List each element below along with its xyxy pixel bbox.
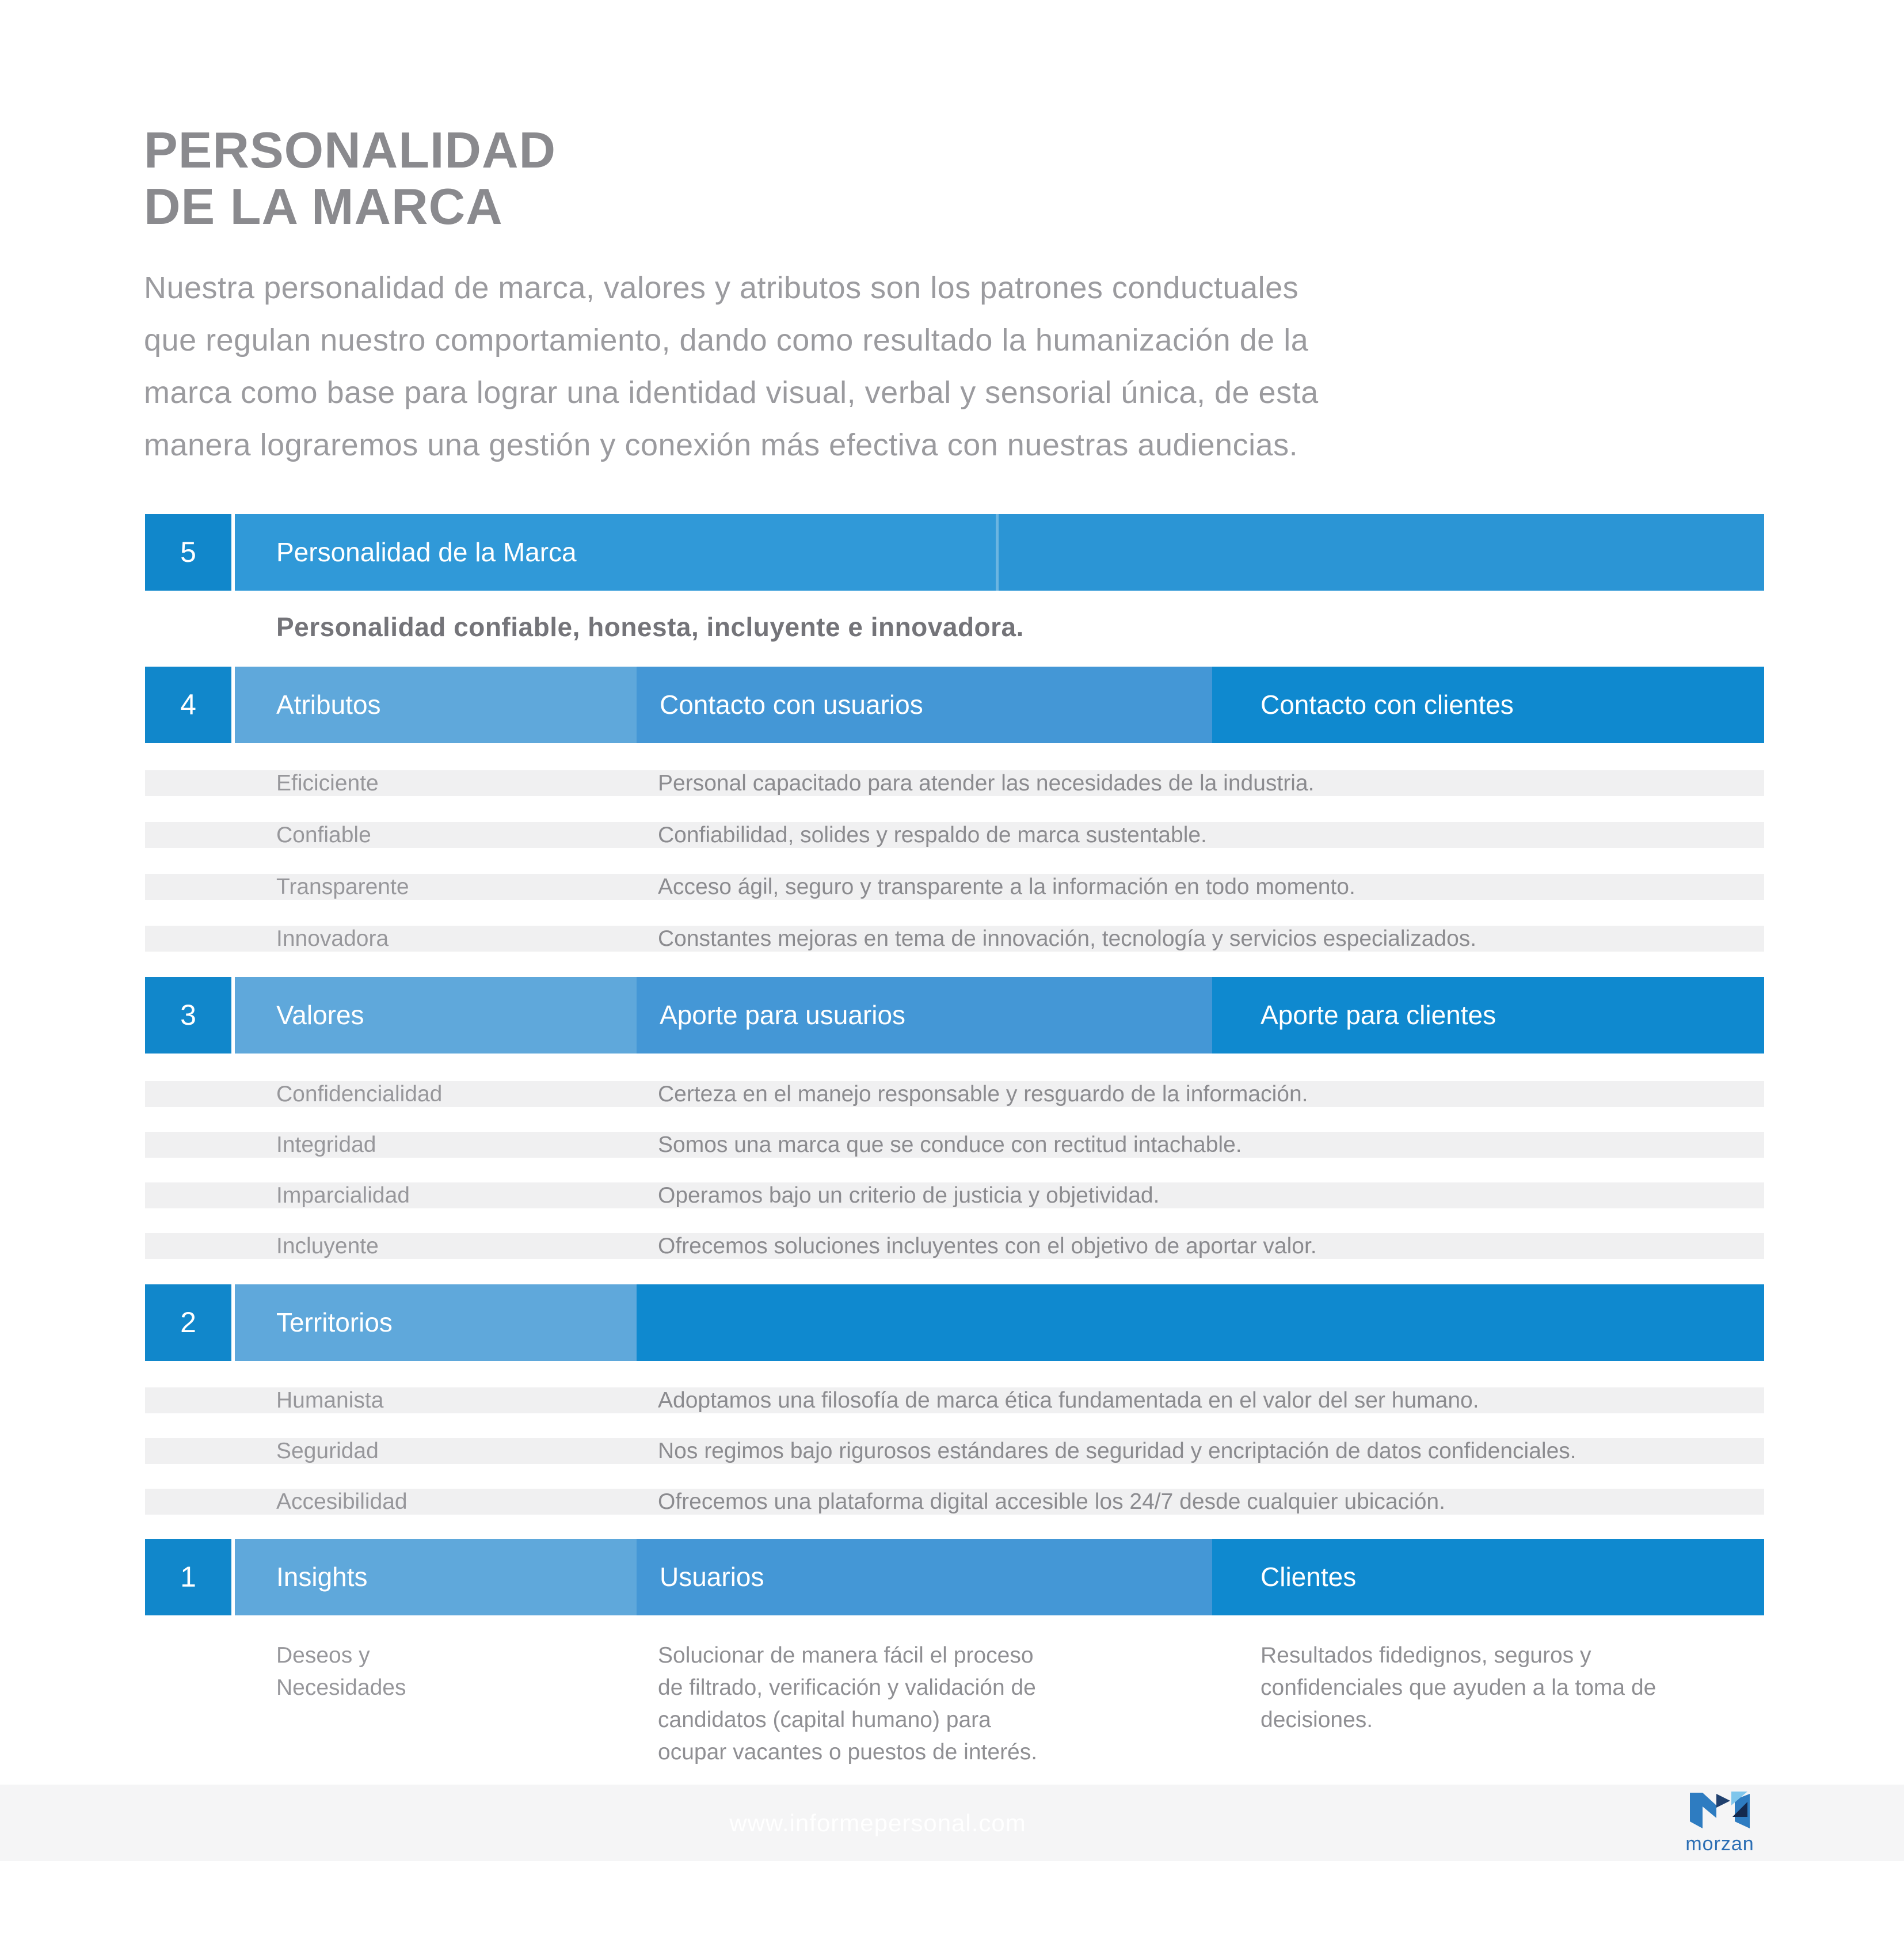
row-text: Nos regimos bajo rigurosos estándares de seguridad y encriptación de datos confidenciales.: [658, 1439, 1576, 1463]
row-label: Seguridad: [276, 1439, 379, 1463]
row-label: Integridad: [276, 1132, 376, 1157]
row-text: Acceso ágil, seguro y transparente a la información en todo momento.: [658, 874, 1355, 899]
table-row: [145, 1489, 1764, 1515]
row-text: Constantes mejoras en tema de innovación, tecnología y servicios especializados.: [658, 926, 1477, 951]
section3-col2-header: Aporte para usuarios: [637, 977, 1212, 1054]
page-title: [144, 122, 556, 235]
table-row: [145, 822, 1764, 848]
intro-paragraph: [144, 262, 1319, 471]
intro-line: marca como base para lograr una identidad visual, verbal y sensorial única, de esta: [144, 375, 1319, 410]
table-row: [145, 770, 1764, 796]
row-label: Eficiciente: [276, 771, 379, 796]
row-label: Accesibilidad: [276, 1489, 408, 1514]
section3-col1-header: Valores: [235, 977, 637, 1054]
row-label: Imparcialidad: [276, 1183, 410, 1208]
section2-number-box: [145, 1284, 231, 1361]
table-row: [145, 874, 1764, 900]
row-text: Operamos bajo un criterio de justicia y objetividad.: [658, 1183, 1160, 1208]
table-row: [145, 1132, 1764, 1158]
table-row: [145, 1387, 1764, 1413]
section5-title: Personalidad de la Marca: [276, 537, 577, 567]
section5-number: 5: [180, 536, 196, 568]
table-row: [145, 926, 1764, 952]
section1-number: 1: [180, 1561, 196, 1593]
table-row: [145, 1182, 1764, 1208]
row-text: Confiabilidad, solides y respaldo de marca sustentable.: [658, 823, 1207, 847]
section1-col3-header: Clientes: [1212, 1539, 1764, 1615]
row-label: Transparente: [276, 874, 409, 899]
row-text: Adoptamos una filosofía de marca ética fundamentada en el valor del ser humano.: [658, 1388, 1479, 1413]
row-text: Ofrecemos una plataforma digital accesible los 24/7 desde cualquier ubicación.: [658, 1489, 1445, 1514]
insight-usuarios-text: Solucionar de manera fácil el proceso de filtrado, verificación y validación de candidatos (capital humano) para ocupar vacantes o puestos de interés.: [658, 1643, 1038, 1764]
section5-number-box: [145, 514, 231, 591]
section1-col1-header: Insights: [235, 1539, 637, 1615]
section5-subtitle: Personalidad confiable, honesta, incluyente e innovadora.: [276, 612, 1024, 642]
row-label: Innovadora: [276, 926, 389, 951]
section2-number: 2: [180, 1306, 196, 1338]
insight-label: Deseos y Necesidades: [276, 1643, 406, 1700]
intro-line: que regulan nuestro comportamiento, dando como resultado la humanización de la: [144, 323, 1309, 358]
intro-line: Nuestra personalidad de marca, valores y atributos son los patrones conductuales: [144, 271, 1299, 305]
section5-bar-seam: [996, 514, 999, 591]
insight-clientes-text: Resultados fidedignos, seguros y confidenciales que ayuden a la toma de decisiones.: [1261, 1643, 1657, 1732]
section3-number: 3: [180, 999, 196, 1031]
section4-col1-header: Atributos: [235, 667, 637, 743]
table-row: [145, 1438, 1764, 1464]
section3-number-box: [145, 977, 231, 1054]
morzan-wordmark: morzan: [1685, 1833, 1754, 1855]
row-text: Certeza en el manejo responsable y resguardo de la información.: [658, 1082, 1308, 1106]
table-row: [145, 1081, 1764, 1107]
section1-number-box: [145, 1539, 231, 1615]
section4-number: 4: [180, 689, 196, 721]
row-text: Personal capacitado para atender las necesidades de la industria.: [658, 771, 1315, 796]
website-url: www.informepersonal.com: [729, 1809, 1026, 1836]
section2-header-bar: [637, 1284, 1764, 1361]
row-label: Confiable: [276, 823, 371, 847]
section2-col1-header: Territorios: [235, 1284, 637, 1361]
morzan-logo-icon: [1690, 1792, 1750, 1830]
row-text: Somos una marca que se conduce con rectitud intachable.: [658, 1132, 1242, 1157]
footer-band: [0, 1785, 1904, 1861]
section1-col2-header: Usuarios: [637, 1539, 1212, 1615]
page-title-line2: DE LA MARCA: [144, 178, 503, 235]
row-label: Confidencialidad: [276, 1082, 443, 1106]
row-label: Incluyente: [276, 1234, 379, 1258]
section4-number-box: [145, 667, 231, 743]
section5-header-bar: [235, 514, 1764, 591]
section4-col2-header: Contacto con usuarios: [637, 667, 1212, 743]
row-text: Ofrecemos soluciones incluyentes con el objetivo de aportar valor.: [658, 1234, 1317, 1258]
table-row: [145, 1233, 1764, 1259]
page-title-line1: PERSONALIDAD: [144, 121, 557, 178]
section3-col3-header: Aporte para clientes: [1212, 977, 1764, 1054]
section4-col3-header: Contacto con clientes: [1212, 667, 1764, 743]
intro-line: manera lograremos una gestión y conexión más efectiva con nuestras audiencias.: [144, 428, 1298, 462]
row-label: Humanista: [276, 1388, 384, 1413]
